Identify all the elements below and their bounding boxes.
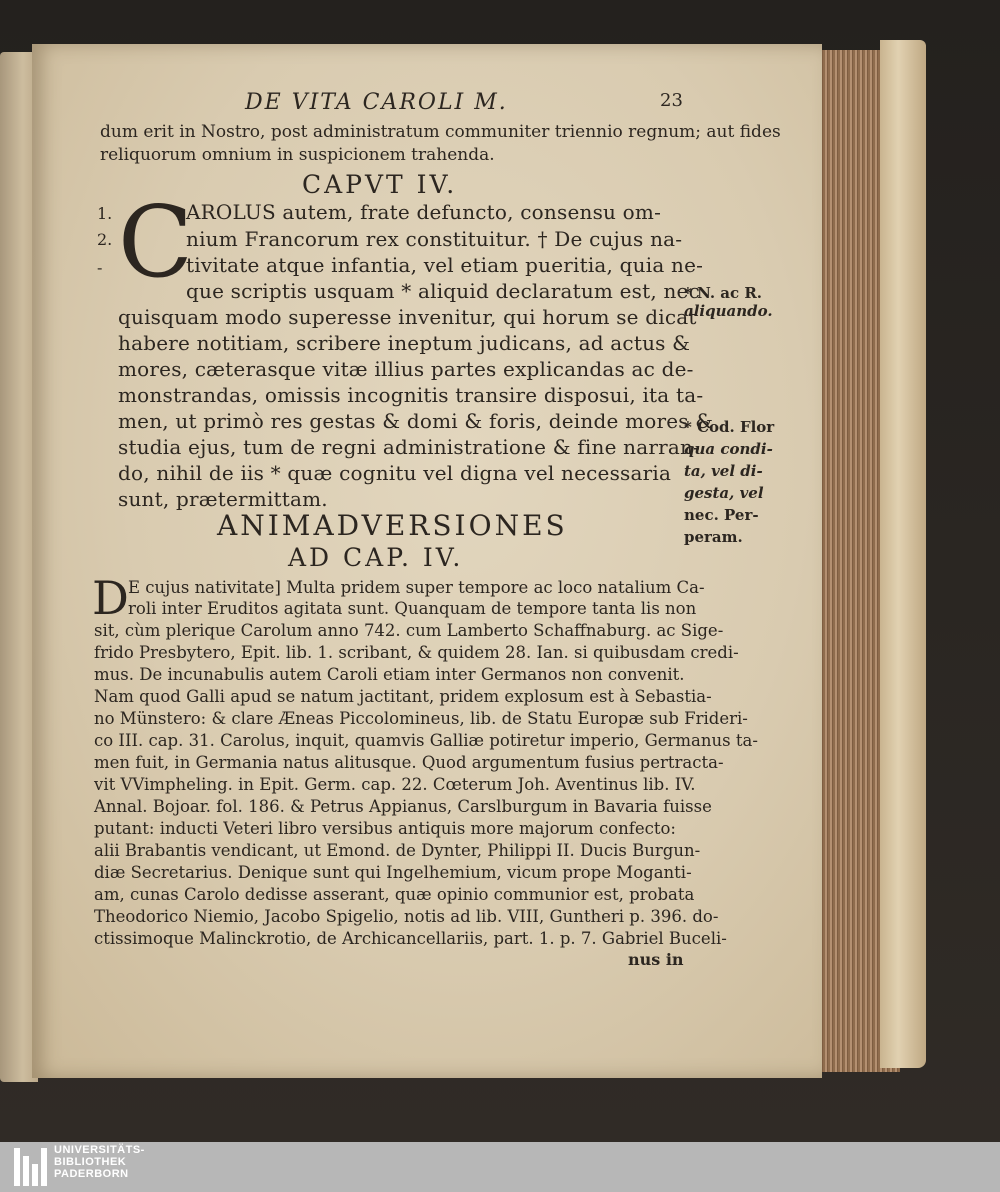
side-note-line: ta, vel di- bbox=[684, 462, 763, 480]
library-name[interactable] bbox=[54, 1144, 145, 1180]
margin-ref: 2. bbox=[97, 230, 113, 249]
note-line: vit VVimpheling. in Epit. Germ. cap. 22. Cœterum Joh. Aventinus lib. IV. bbox=[94, 775, 696, 794]
note-line: ctissimoque Malinckrotio, de Archicancellariis, part. 1. p. 7. Gabriel Buceli- bbox=[94, 929, 727, 948]
side-note-line: * Cod. Flor bbox=[684, 418, 775, 436]
chapter-line: do, nihil de iis * quæ cognitu vel digna vel necessaria bbox=[118, 461, 672, 485]
page-number: 23 bbox=[660, 90, 683, 111]
library-name-line: PADERBORN bbox=[54, 1168, 129, 1180]
note-line: no Münstero: & clare Æneas Piccolomineus, lib. de Statu Europæ sub Frideri- bbox=[94, 709, 748, 728]
chapter-line: que scriptis usquam * aliquid declaratum est, nec bbox=[186, 279, 700, 303]
library-logo-icon bbox=[14, 1148, 52, 1186]
note-line: roli inter Eruditos agitata sunt. Quanquam de tempore tanta lis non bbox=[128, 599, 697, 618]
note-line: Nam quod Galli apud se natum jactitant, pridem explosum est à Sebastia- bbox=[94, 687, 712, 706]
note-line: E cujus nativitate] Multa pridem super tempore ac loco natalium Ca- bbox=[128, 578, 705, 597]
note-line: diæ Secretarius. Denique sunt qui Ingelhemium, vicum prope Moganti- bbox=[94, 863, 692, 882]
note-line: putant: inducti Veteri libro versibus antiquis more majorum confecto: bbox=[94, 819, 676, 838]
chapter-line: sunt, prætermittam. bbox=[118, 487, 328, 511]
chapter-line: nium Francorum rex constituitur. † De cujus na- bbox=[186, 227, 683, 251]
note-line: am, cunas Carolo dedisse asserant, quæ opinio communior est, probata bbox=[94, 885, 695, 904]
note-line: Theodorico Niemio, Jacobo Spigelio, notis ad lib. VIII, Guntheri p. 396. do- bbox=[94, 907, 719, 926]
book-cover-board bbox=[880, 40, 926, 1068]
library-name-line: UNIVERSITÄTS- bbox=[54, 1144, 145, 1156]
note-line: Annal. Bojoar. fol. 186. & Petrus Appianus, Carslburgum in Bavaria fuisse bbox=[94, 797, 712, 816]
running-title: DE VITA CAROLI M. bbox=[245, 90, 508, 115]
side-note-line: aliquando. bbox=[684, 302, 773, 320]
chapter-line: tivitate atque infantia, vel etiam pueritia, quia ne- bbox=[186, 253, 704, 277]
margin-ref: - bbox=[97, 258, 103, 277]
notes-drop-cap: D bbox=[92, 571, 129, 625]
catchword: nus in bbox=[628, 950, 684, 969]
chapter-line: habere notitiam, scribere ineptum judicans, ad actus & bbox=[118, 331, 691, 355]
library-footer bbox=[0, 1142, 1000, 1192]
side-note-line: peram. bbox=[684, 528, 743, 546]
intro-line: reliquorum omnium in suspicionem trahenda. bbox=[100, 145, 495, 165]
chapter-line: quisquam modo superesse invenitur, qui horum se dicat bbox=[118, 305, 697, 329]
note-line: mus. De incunabulis autem Caroli etiam inter Germanos non convenit. bbox=[94, 665, 685, 684]
side-note-line: nec. Per- bbox=[684, 506, 759, 524]
drop-cap: C bbox=[118, 186, 193, 300]
animadversiones-title: ANIMADVERSIONES bbox=[217, 509, 568, 542]
note-line: sit, cùm plerique Carolum anno 742. cum Lamberto Schaffnaburg. ac Sige- bbox=[94, 621, 724, 640]
side-note-line: * N. ac R. bbox=[684, 284, 763, 302]
chapter-line: men, ut primò res gestas & domi & foris, deinde mores & bbox=[118, 409, 714, 433]
library-name-line: BIBLIOTHEK bbox=[54, 1156, 127, 1168]
note-line: co III. cap. 31. Carolus, inquit, quamvis Galliæ potiretur imperio, Germanus ta- bbox=[94, 731, 758, 750]
chapter-line: mores, cæterasque vitæ illius partes explicandas ac de- bbox=[118, 357, 694, 381]
chapter-line: AROLUS autem, frate defuncto, consensu om- bbox=[186, 200, 662, 224]
margin-ref: 1. bbox=[97, 204, 113, 223]
intro-line: dum erit in Nostro, post administratum communiter triennio regnum; aut fides bbox=[100, 122, 781, 142]
animadversiones-subtitle: AD CAP. IV. bbox=[288, 543, 464, 572]
chapter-title: CAPVT IV. bbox=[302, 170, 458, 199]
note-line: alii Brabantis vendicant, ut Emond. de Dynter, Philippi II. Ducis Burgun- bbox=[94, 841, 701, 860]
chapter-line: studia ejus, tum de regni administratione & fine narran- bbox=[118, 435, 701, 459]
chapter-line: monstrandas, omissis incognitis transire disposui, ita ta- bbox=[118, 383, 704, 407]
side-note-line: gesta, vel bbox=[684, 484, 764, 502]
note-line: men fuit, in Germania natus alitusque. Quod argumentum fusius pertracta- bbox=[94, 753, 724, 772]
side-note-line: qua condi- bbox=[684, 440, 773, 458]
note-line: frido Presbytero, Epit. lib. 1. scribant, & quidem 28. Ian. si quibusdam credi- bbox=[94, 643, 739, 662]
